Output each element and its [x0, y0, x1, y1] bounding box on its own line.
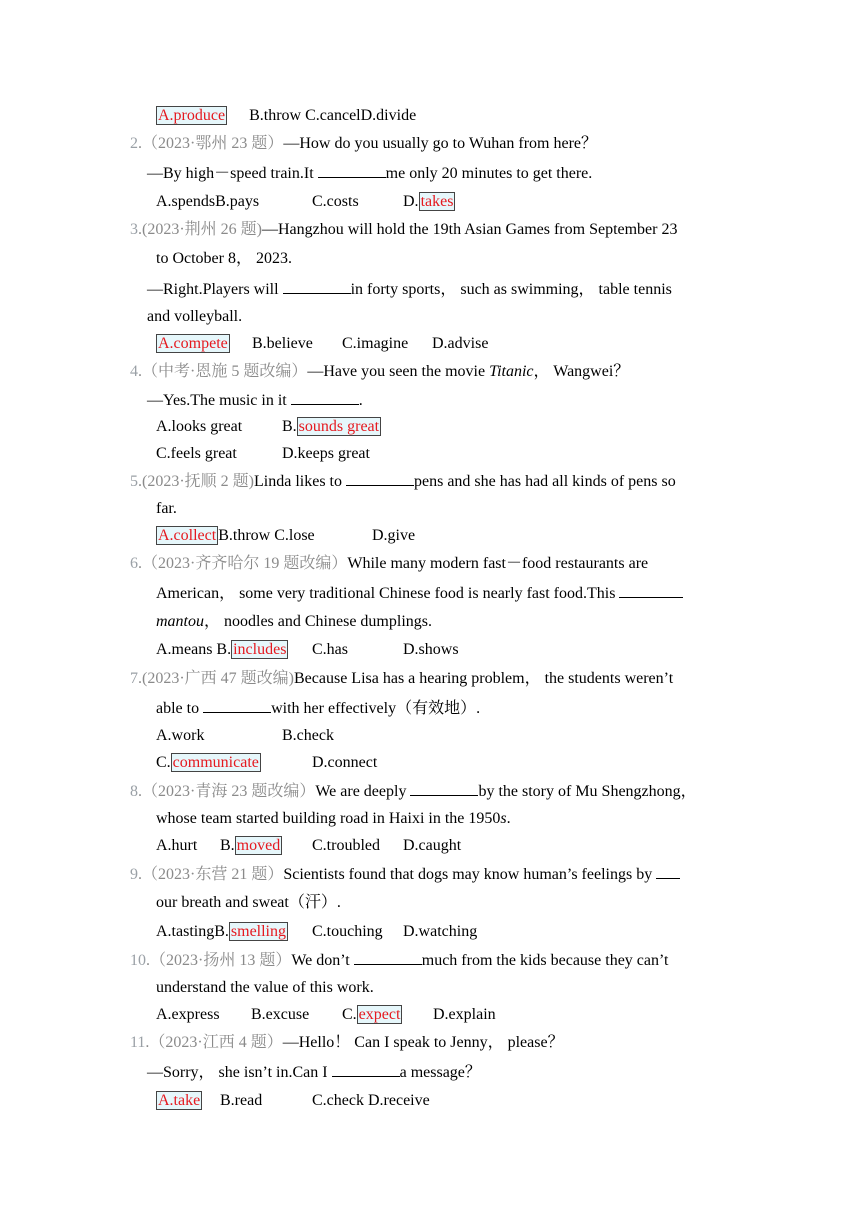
answer-blank [318, 163, 386, 178]
answer-blank [619, 583, 683, 598]
q1-answer: A.produce [158, 107, 226, 124]
q7-answer: communicate [172, 754, 259, 771]
q6-line3: mantou， noodles and Chinese dumplings. [156, 613, 432, 630]
q4-answer: sounds great [298, 418, 380, 435]
question-number: 11 [130, 1034, 146, 1051]
q2-line1: 2.（2023·鄂州 23 题）—How do you usually go to Wuhan from here？ [130, 135, 598, 152]
question-source: .（2023·青海 23 题改编） [138, 783, 316, 800]
q3-line3: —Right.Players will in forty sports， such as swimming， table tennis [147, 281, 672, 298]
q9-line1: 9.（2023·东营 21 题）Scientists found that dogs may know human’s feelings by [130, 864, 680, 885]
question-source: .(2023·广西 47 题改编) [138, 670, 294, 687]
answer-blank [656, 864, 680, 879]
q4-line1: 4.（中考·恩施 5 题改编）—Have you seen the movie Titanic， Wangwei？ [130, 363, 630, 380]
question-number: 7 [130, 670, 138, 687]
question-number: 10 [130, 952, 146, 969]
q6-answer: includes [233, 641, 287, 658]
q11-line1: 11.（2023·江西 4 题）—Hello！ Can I speak to Jenny， please？ [130, 1034, 564, 1051]
question-source: .（2023·江西 4 题） [145, 1034, 283, 1051]
q7-line1: 7.(2023·广西 47 题改编)Because Lisa has a hearing problem， the students weren’t [130, 670, 674, 687]
q5-line1: 5.(2023·抚顺 2 题)Linda likes to pens and she has had all kinds of pens so [130, 473, 676, 490]
q5-line2: far. [156, 500, 177, 517]
q8-line1: 8.（2023·青海 23 题改编）We are deeply by the story of Mu Shengzhong， [130, 783, 697, 800]
q6-options: A.means B. includes C.has D.shows [156, 641, 459, 658]
q2-options: A.spendsB.pays C.costs D. takes [156, 193, 454, 210]
answer-blank [354, 950, 422, 965]
q5-options: A.collect B.throw C.lose D.give [158, 527, 416, 544]
q11-answer: A.take [158, 1092, 201, 1109]
q6-line1: 6.（2023·齐齐哈尔 19 题改编）While many modern fast－food restaurants are [130, 555, 649, 572]
answer-blank [410, 781, 478, 796]
q1-other-options: B.throw C.cancelD.divide [249, 107, 417, 124]
q10-answer: expect [358, 1006, 401, 1023]
question-source: .(2023·荆州 26 题) [138, 221, 262, 238]
q10-line2: understand the value of this work. [156, 979, 374, 996]
q11-line2: —Sorry， she isn’t in.Can I a message？ [147, 1064, 481, 1081]
q11-options: A.take B.read C.check D.receive [158, 1092, 430, 1109]
q9-line2: our breath and sweat（汗）. [156, 894, 341, 911]
q3-answer: A.compete [158, 335, 228, 352]
question-number: 4 [130, 363, 138, 380]
question-source: .（2023·扬州 13 题） [146, 952, 292, 969]
question-number: 5 [130, 473, 138, 490]
q5-answer: A.collect [158, 527, 217, 544]
q10-line1: 10.（2023·扬州 13 题）We don’t much from the kids because they can’t [130, 952, 669, 969]
q9-options: A.tastingB. smelling C.touching D.watching [156, 923, 478, 940]
q3-line4: and volleyball. [147, 308, 243, 325]
q6-line2: American， some very traditional Chinese food is nearly fast food.This [156, 583, 683, 604]
q4-options-row1: A.looks great B. sounds great [156, 418, 380, 435]
q2-line2: —By high－speed train.It me only 20 minutes to get there. [147, 165, 593, 182]
question-source: .(2023·抚顺 2 题) [138, 473, 254, 490]
answer-blank [291, 390, 359, 405]
q7-options-row1: A.work B.check [156, 727, 334, 744]
q4-options-row2: C.feels great D.keeps great [156, 445, 370, 462]
answer-blank [203, 698, 271, 713]
answer-blank [283, 279, 351, 294]
q7-line2: able to with her effectively（有效地）. [156, 700, 481, 717]
question-number: 9 [130, 866, 138, 883]
q3-options: A.compete B.believe C.imagine D.advise [158, 335, 489, 352]
question-source: .（2023·齐齐哈尔 19 题改编） [138, 555, 348, 572]
q1-options [156, 106, 416, 126]
q3-line2: to October 8， 2023. [156, 250, 292, 267]
q8-answer: moved [236, 837, 281, 854]
question-source: .（中考·恩施 5 题改编） [138, 363, 308, 380]
q3-line1: 3.(2023·荆州 26 题)—Hangzhou will hold the 19th Asian Games from September 23 [130, 221, 678, 238]
q8-line2: whose team started building road in Haixi in the 1950s. [156, 810, 511, 827]
q4-line2: —Yes.The music in it . [147, 392, 363, 409]
question-number: 2 [130, 135, 138, 152]
q7-options-row2: C. communicate D.connect [156, 754, 378, 771]
q2-answer: takes [420, 193, 454, 210]
question-source: .（2023·东营 21 题） [138, 866, 284, 883]
q8-options: A.hurt B. moved C.troubled D.caught [156, 837, 462, 854]
question-number: 8 [130, 783, 138, 800]
answer-blank [346, 471, 414, 486]
q9-answer: smelling [230, 923, 286, 940]
question-number: 3 [130, 221, 138, 238]
question-source: .（2023·鄂州 23 题） [138, 135, 284, 152]
q10-options: A.express B.excuse C. expect D.explain [156, 1006, 496, 1023]
question-number: 6 [130, 555, 138, 572]
answer-blank [332, 1062, 400, 1077]
